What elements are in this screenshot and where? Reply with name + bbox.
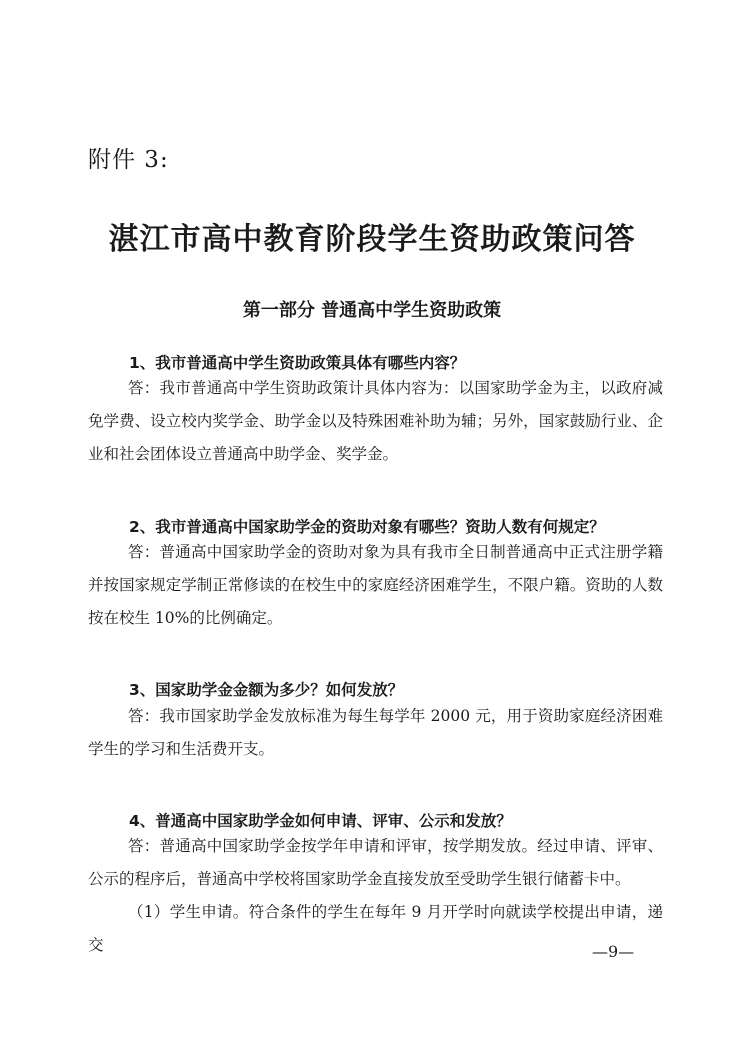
answer-4: 答：普通高中国家助学金按学年申请和评审，按学期发放。经过申请、评审、公示的程序后，普通高中学校将国家助学金直接发放至受助学生银行储蓄卡中。 [88,837,663,888]
answer-3: 答：我市国家助学金发放标准为每生每学年 2000 元，用于资助家庭经济困难学生的学习和生活费开支。 [88,707,663,758]
question-4: 4、普通高中国家助学金如何申请、评审、公示和发放？ [129,812,512,830]
answer-4-step-1: （1）学生申请。符合条件的学生在每年 9 月开学时向就读学校提出申请，递交 [88,903,663,954]
answer-1: 答：我市普通高中学生资助政策计具体内容为：以国家助学金为主，以政府减免学费、设立校内奖学金、助学金以及特殊困难补助为辅；另外，国家鼓励行业、企业和社会团体设立普通高中助学金、奖学金。 [88,379,663,463]
question-3: 3、国家助学金金额为多少？如何发放？ [129,681,404,699]
question-1: 1、我市普通高中学生资助政策具体有哪些内容？ [129,354,466,372]
question-2: 2、我市普通高中国家助学金的资助对象有哪些？资助人数有何规定？ [129,518,605,536]
part-heading: 第一部分 普通高中学生资助政策 [242,300,502,321]
document-title: 湛江市高中教育阶段学生资助政策问答 [108,222,636,257]
answer-2: 答：普通高中国家助学金的资助对象为具有我市全日制普通高中正式注册学籍并按国家规定学制正常修读的在校生中的家庭经济困难学生，不限户籍。资助的人数按在校生 10%的比例确定。 [88,543,663,627]
page-number: —9— [592,942,635,961]
annex-label: 附件 3: [88,147,169,173]
